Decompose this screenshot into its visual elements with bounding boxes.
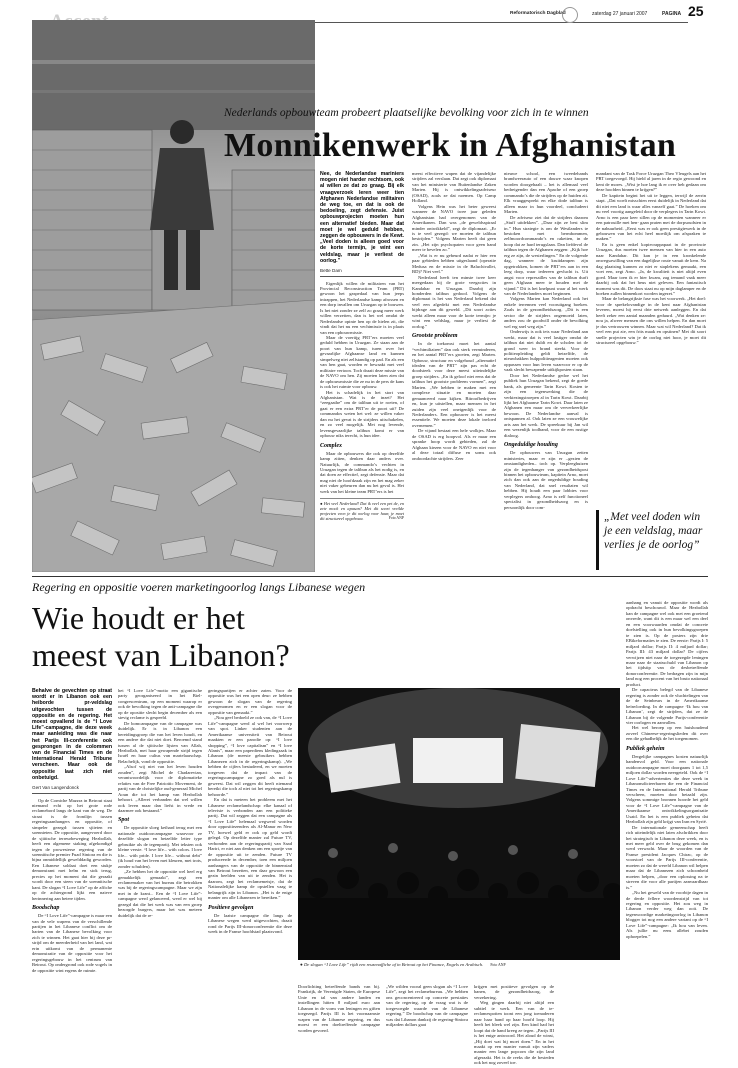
article2-paragraph: De laatste campagne die langs de Libanese wegen werd uitgevochten, draait rond de Parijs III-donorconferentie die deze week in de Franse hoofdstad plaatsvond. — [208, 912, 292, 935]
article2-subhead: Spot — [118, 817, 130, 824]
article1-paragraph: Volgens Marten kan Nederland ook het enkele terrennen veel vooruitgang boeken. Zoals in de gezondheidszorg. „Dit is een sector die de strijders ongemoeid laten, anders zou de goodwill onder de bevolking wel erg snel weg zijn.” — [504, 296, 588, 329]
article1-subhead: Grootste probleem — [412, 333, 458, 340]
article1-paragraph: Nederland heeft ten minste twee keer meegedaan bij de grote veegacties in Kandahar en Uruzgan. Daarbij zijn honderden talibun gedood. Volgens de diplomaat is het van Nederland bekend dat veel een afgedekt met een Nederlandse bijdrage aan dit geweld. „Dit soort acties werkt alleen maar voor de korte termijn: je wint een veldslag, maar je verliest de oorlog.” — [412, 274, 496, 329]
article2-column3 — [208, 688, 292, 1066]
article2-paragraph: Weg gingen daarbij niet altijd een subtiel te werk. Een van de te-reclamespotten toont een jong toenaderen naar haar hand op haar hoofd loop. Hij heeft het bleek wel zijn. Een kind had het loopt dat de hand kreeg ze tegen. „Parijs III is het enige antwoord. Het aloud de winst, „Hij doet wat hij moet doen.” En in het maakt op een manier vanuit zijn vaders manier een lange popcorn die zijn land afgeraakt. Het is de reeks die de besteden ook het nog zoveel toe. — [474, 1000, 554, 1066]
caption-bullet-icon: ● — [320, 501, 324, 507]
article2-paragraph: De “I Love Life”-campagne is maar een van de vele wapens van de verschillende partijen in het Libanese conflict om de harten van de Libanese bevolking voor zich te winnen. Het gaat hier bij deze pr-strijd om de meerderheid van het land, wat erin uitkomt van de permanente demonstratie van de oppositie voor het regeringsgebouw in het centrum van Beirout. Op ondergrond ook rode vogels in de oppositie wint ergens de ruimte. — [32, 913, 112, 973]
article2-lead: Behalve de gevechten op straat wordt er in Libanon ook een heiborde pr-veldslag uitgevochten tussen de oppositie en de regering. Het moest opvallend is de “I Love Life”-campagne, die deze week maar aanleiding was die naar het Parijs III-conferentie ook gesprongen in de colommen van de Financial Times en de International Herald Tribune verscheen. Maar ook de oppositie laat zich niet onbetuigd. — [32, 688, 112, 781]
article1-subhead: Ongeduldige houding — [504, 442, 558, 449]
article1-photo — [32, 20, 315, 572]
article1-photo-credit: Foto ANP — [388, 516, 404, 521]
caption-bullet-icon: ● — [300, 962, 304, 967]
article2-column4b — [386, 984, 468, 1066]
article1-paragraph: De adviseur ziet dat de strijders daarom „Stuff uitdekken”. „Daar zijn ze best slim in.” Hun strategie is om de Westlanders te bestoken met bermbommen, zelfmoordcommando’s en raketten, in de hoop dat ze hard terugslaan. Dan liefdevol de talibun tegen de Afghanen zeggen: „Kijk hoe erg ze zijn, de westerlingen.” En de volgende dag, wanneer de kruitdampen zijn opgetrokken, komen de PRT’ers aan in een leeg dorp, waar iedereen gevlucht is. Uit angst voor represailles van de talibun durft geen Afghaan meer te houden met de vijand.” Dit is het knelpunt waar al het werk van de Nederlanders moet beginnen. — [504, 214, 588, 296]
article2-paragraph: „We wilden vooral geen slogan als “I Love Life”, zegt het reclamebureau. „We hebben ons geconcentreerd op concrete prestaties van de regering, op de vraag wat is de toegevoegde waarde van de Libanese regering.” De boodschap van de campagne was dat Libanon dankzij de regering-Siniora miljarden dollars gaat — [386, 984, 468, 1028]
article2-column1 — [32, 688, 112, 1066]
article2-paragraph: De capacieus belegd van de Libanese regering is zonder ook de vluchtelingen van de de Seinbeurs in de Amerikaanse beïnvloeding. In de campagne ‘Ik hou van Libanon’, zegt de strijders, dat ze de Libanon bij de volgende Parijs-conferentie vier oorlogen en aanvallen. — [626, 687, 708, 725]
article2-photo-credit: Foto ANP — [490, 963, 506, 967]
article1-paragraph: De kapitein begint het uit te leggen, terwijl de zerrin stapt. „Dat woelt misschien eerst duidelijk in Nederland dat dit niet een land is waar alles vanzelf gaat.” De hoeken om nu veel voortig aangeleid door de verplegers in Tarin Kowt. Arno is een paar keer sillen op de momenten wanneer er een patrouille met hen- gaan praten met de dorpsoudsten in de nabuurheid. „Eerst was er ook geen prestigiewerk in de gebouwen van het echt heel moeilijk om afspraken te maken.” — [596, 192, 706, 242]
article2-subhead: Positieve gevolgen — [208, 904, 254, 911]
article2-headline-line1: Wie houdt er het — [32, 600, 245, 636]
article1-byline: Bette Dam — [320, 268, 404, 276]
page-label: PAGINA — [662, 11, 682, 17]
pullquote-bar — [596, 510, 599, 570]
article1-paragraph: mandant van de Task Force Uruzgan Theo Vleugels aan het PRT toegevoegd. Hij hield al jaren in de regio gewoond en kent de mores. „Wist je hoe lang ik er over heb gedaan om deze hoofden binnen te krijgen?” — [596, 171, 706, 193]
article2-paragraph: „Nu het geweld van de voorbije dagen in de derde fellere woordenstrijd van tot regering en oppositie. Het zou weg in Libanon verder weg dan ooit. De tegenwoordige marketingoorlog in Libanon blogger tot nog een andere variant op de “I Love Life”-campagne: „Ik hou van leven. Als jullie nu eens allebei zouden ophoepelen.” — [626, 890, 708, 939]
article2-subhead: Boodschap — [32, 905, 60, 912]
article2-paragraph: Dergelijke campagnes kosten natuurlijk handenvol geld. Voor een nationale outdoorcampagne moet doorgaans 1 tot 1,5 miljoen dollar worden neergeteld. Ook de “I Love Life”-advertenties die deze week in Libanonsdicteerbaren die een de Financial Times en de International Herald Tribune verscheen, moeten door betaald zijn. Volgens sommige bronnen hoorde het geld voor de “I Love Life”-campagne van de Amerikaanse ontwikkelingsorganisatie Usaid. En het is een publiek geheim dat Hezbollah zijn geld krijgt van Iran en Syrië. — [626, 753, 708, 825]
article1-kicker: Nederlands opbouwteam probeert plaatselijke bevolking voor zich in te winnen — [224, 107, 589, 119]
article2-column4a — [298, 984, 380, 1066]
article2-paragraph: aanhang en vanuit de oppositie wordt als opdracht beschouwd. Maar de Hezbollah kan de campagne wel ook met een groeiend onvrede, want dit is een maar wel een deel en een voorwaarden omdat de concrete doelstelling ook in hun bevolkingsgroepen te zien is. Op de posters zijn drie EBikeformaties te zien. De eerste: Parijs I: 5 miljard dollar; Parijs II: 4 miljard dollar; Parijs III: 43 miljard dollar? De cijfers verwijzen niet naar de toegezegde leningen maar naar de staatsschuld van Libanon op het tijdstip van de desbetreffende donorconferentie. De bedragen zijn in mijn land nog een procent van het bruto nationaal product. — [626, 600, 708, 687]
article2-photo-caption — [300, 962, 618, 978]
article1-paragraph: „Wat is er nu gebeurd nadat er hier een paar gebieden hebben uitgeslaand (operatie Medusa en de missie in de Baluchivallei, BD)? Niet veel.” — [412, 252, 496, 275]
article1-paragraph: Onderwijs is ook iets waar Nederland aan werkt, maar dat is veel lastiger omdat de talibun dat niet duldt en de scholen tot de grond weer in brand steekt. Voor de politieopleiding geldt hetzelfde, de nieuwbakken hulppolitieagenten moeten ook oppassen voor hun leven waarvoor er op de vaak slecht bewapende uitkijkposten staan. — [504, 329, 588, 373]
article1-paragraph: Door het Nederlandse gedoe wel het publiek hun Uruzgan bekend, zegt de goede bank, als gemeente Tarin Kowt. Kosten te zijn een tegenwerking die de verkiezingstroepen al in Tarin Kowt. Daarbij lijkt het Afghaanse Tarin Kowt. Daar laten ze Afghanen een maar om de ververkeerlijke bewoon. De Nederlandse aanval is ontspannen al. Ook laten ze een vrouwelijke arts aan het werk. De spreekuur bij Jan wil een wezenlijk toolband, voor de een rustige dialoog. — [504, 372, 588, 438]
article2-paragraph: geringspartijen er achter zaten. Voor de oppositie was het een open deur: ze hebben gewoon de slogan van de regering overgenomen en er een slogan voor de oppositie van gemaakt.” — [208, 688, 292, 715]
article1-caption-text: Het veel Nederland! Dat ik veel een pet de, en zete mock en apasan? Met dit soort vreilde projecten vecn je dit oorlog voor haar, je moet dit structureel opgebouw. — [320, 501, 404, 522]
article1-paragraph: Maar de opbouwers die ook op dezelfde kamp zitten, denken daar anders over. Natuurlijk, de commando’s vechten in Uruzgan tegen de talibun als het nodig is, en dat doen ze effectief, zegt defensie. Maar dat mag niet de hoofdzaak zijn en het mag zeker niet vaker gebeuren dan nu het geval is. Het werk van het kleine team PRT’ers is het — [320, 450, 404, 494]
article1-pullquote: „Met veel doden win je een veldslag, maar verlies je de oorlog” — [604, 511, 703, 551]
article2-kicker: Regering en oppositie voeren marketingoorlog langs Libanese wegen — [32, 580, 366, 594]
article1-lead: Nee, de Nederlandse mariniers mogen niet harder rechtsom, ook al willen ze dat zo graag. Bij elk vraagverzoek leren weer tien Afghanen Nederlandse militairen de weg toe, en dat is ook de bedoeling, zegt defensie. Juist opbouwprojecten moeten hun een alternatief bieden. Maar dat moet je wel geduld hebben, zeggen de opbouwers in de Kewt. „Veel doden is alleen goed voor de korte termijn, je wint een veldslag, maar je verliest de oorlog.” — [320, 171, 404, 264]
article1-paragraph: Maar de voertijg PRT’ers moeten veel geduld hebben in Uruzgan. Ze staan aan de poort van hun kamp, turen over het gevaarlijke Afghaanse land en kunnen simpelweg niet zelfstandig op pad. En als een van hen gaat, worden er bewaakt met veel militaire vertoon. Toch draait deze missie van de NAVO om hen. Zij moeten laten zien dat de opbouwmissie die ze nu in de pers de kans is ook het ruimte voor opbouw. — [320, 335, 404, 390]
page-number: 25 — [688, 3, 704, 19]
article2-column6 — [626, 600, 708, 1066]
date: zaterdag 27 januari 2007 — [592, 11, 648, 17]
article2-byline: Gert Van Langendonck — [32, 785, 112, 793]
article1-column3 — [504, 171, 588, 571]
article1-paragraph: Het is schadelijk in het stort van Afghanistan. Wat is de inzet? Het “zeegaathe” om de talibun uit te roeien, of gaat er een extra PRT’er de poort uit? De commandos weten het wel: ze willen vaker dan nu het gevat is de strijders uitschakelen, en zo veel mogelijk. Met nog levende, levensgevaarlijke talibun komt er van opbouw niks terecht, is hun idee. — [320, 389, 404, 439]
article2-column5 — [474, 984, 554, 1066]
article1-paragraph: De vijand bestaat een hele wolkjes. Maar de OSAD is erg hoopvol. Als er maar een spranke hoop wordt gebieden, zal de Afghaan kiezen voor de NAVO en niet voor al deze totaal diffuse en soms ook ondoordachte strijders. Zeer — [412, 428, 496, 461]
article2-paragraph: „Alsof wij niet van het leven houden zouden”, zegt Michel de Chadarevian, verantwoordelijk voor de diplomatieke relaties van de Free Patriottic Movement, de partij van de christelijke oud-generaal Michel Aoun die tot het kamp van Hezbollah behoort. „Allerei verbanden dat wel willen ook leven maar dan liefst in vrede en daarmee ook bestaand.” — [118, 764, 202, 813]
article1-headline: Monnikenwerk in Afghanistan — [224, 127, 677, 164]
article2-paragraph: „Ze hebben het de oppositie wel heel erg gemakkelijk gemaakt”, zegt een reclamemaker van het bureau die betrokken was bij de regeringscampagne. Maar we zijn met in de krant... Een de “I Love Life”-campagne werd gelanceerd, werd er wel bij gezegd dat die het werk was van een groep bezorgde burgers, maar het was meteen duidelijk dat de re- — [118, 869, 202, 918]
article1-paragraph: Maar de belangrijkste fase was het voorwerk. „Het doel: voor de sprekelovandige in de kent naar Afghanistan leveren, moest hij eerst drie netwerk aanleggen. En dat heeft zeker een aantal maanden geduurd. „Wat denken ze: nou ja, alweer mensen die ons willen helpen. En dan moet je dus vertrouwen winnen. Maar wat wil Nederland? Dat ik veel een put zie, een frits maak en opstinen? Met dit soort snelle projecten win je de oorlog niet hoor, je moet dit structureel opgebouw.” — [596, 296, 706, 346]
article2-paragraph: Op de Corniche Mazzra in Beirout staat niemand echt op het grote rode reclamebord langs de kant van de weg. De straat is de frontlijn tussen regeringsaanhangers en oppositie, of simpeler gezegd: tussen sjiieten en soennieten. De oppositie, aangevoerd door de sjiitische terreurbeweging Hezbollah, heeft een algemene staking afgekondigd tegen de prowesterse regering van de soennitische premier Fuad Siniora en die is bijna onmiddellijk gewelddadig geworden. Een Libanese soldaat doet een stukje demonstrant met helm en stok terug, precies op het moment dat die geraakt wordt door een steen van de soennitische kant. De slogan “I Love Life” op de affiche op de achtergrond lijkt een naieve herinnering aan betere tijden. — [32, 797, 112, 901]
article2-paragraph: Het wel beroep op een huishoudend zoveel Chineese-regeringslieden dit over een die gehadhelijk de het toegenomen. — [626, 725, 708, 742]
article1-column2 — [412, 171, 496, 571]
article2-photo — [298, 688, 620, 960]
article2-paragraph: Doorlichting betreffende bands van bij. Frankrijk, de Verenigde Staten, de Europese Unie en tal van andere landen en instellingen hitten 8 miljard euro aan Libanon in de vorm van leningen en giften toegezegd. Parijs III is het voornaamste wapen van de Libanese regering, en dus moest er een doeltreffende campagne worden gevoerd. — [298, 984, 380, 1033]
article1-paragraph: nieuwe school, een tweedehands brandweerauto of een douwe waar knopen worden doorgehaalt – het is allemaal veel bedreigender dan een Apache of een groep commando’s die de strijders op de huiden zit. Elk vraaggesprekt en elke dode talibun is alleen maar in hun voordeel, concludeert Marten. — [504, 171, 588, 215]
article2-paragraph: krijgen met positieve gevolgen op de banen, de gezondheidszorg, de verzekering. — [474, 984, 554, 1000]
article2-paragraph: De oppositie sloeg keihard terug met een nationale outdoorcampagne waarvoor ze dezelfde slogan en hetzelfde letter type gebruikte als de tegenpartij. Met teksten ook kleine versie. “I love life... with colors. I love life... with pride. I love life... without debt” (ik houd van het leven met kleuren, met trots, zonder schulden). — [118, 825, 202, 869]
article1-paragraph: En is geen enkel kopiecrappapaat in de provincie Uruzgan, dus moeten twee mensen van hier in een auto naar Kandahar. Dit kan je in een kronkelende onwegsawilling van een dagelijkse route vanuit de kern. Na dag plaatsing kunnen zo niet er staplekens gemaakt, een voet een, zegt Arno. „Ja, de kwaliteit is niet altijd even goed. Maar toen ik er hier kwam, zag iemand vaak meer daarbij ook dat het heus niet geleven. Een fantastisch moment was dit. De doos staat nu op mijn daglamper en de boeken zullen binnenkort worden ingezet.” — [596, 241, 706, 296]
article1-photo-caption — [320, 498, 404, 521]
paper-name: Reformatorisch Dagblad — [510, 11, 566, 16]
article2-column2 — [118, 688, 202, 1066]
article2-paragraph: De internationale gemeenschap heeft rich uiteindelijk niet laten afschrikken door het strategisch in Libanon deze week, en is met meer geld over de brug gekomen dan werd verwacht. Maar de woorden van de Franse president Jacques Chirac, op de voorstoel van de Parijs III-conferentie, moeten zo dat de wereld Libanon wil helpen maar dat de Libanezen zich schoonheid moeten helpen, „door een oplossing na te streven die voor alle partijen aanvaardbaar is.” — [626, 824, 708, 890]
article2-paragraph: En dat is meteen het probleem met het Libanese reclamelandschap: elke kanaal of televisie is verbonden aan een politieke partij. Dat wil zeggen dat een campagne als “I Love Life” helemaal wegwerd worden door oppositiezenders als Al-Manar en New TV, hoewel geld er ook op geld wordt gelegd. Op dezelfde manier zal Future TV, verbonden aan de regeringspartij van Saad Hariri, er niet aan denken om een sportje van de oppositie uit te zenden. Future TV produceerde in december, toen een miljoen aanhangers van de oppositie de binnenstad van Beirout bezetten, een daar gewoon een gezin beelden van uit te zenden. Het is daarom, zegt het reclamemeisje, dat de Nationalelijke kamp de opstellen vaag te belangrijk zijn in Libanon. „Het is de enige manier om alle Libanezen te bereiken.” — [208, 797, 292, 901]
article2-headline-line2: meest van Libanon? — [32, 637, 290, 673]
paper-logo-icon — [562, 7, 578, 23]
article1-paragraph: De opbouwers van Uruzgan zetten ministeries, maar er zijn er –gezien de omstandigheden– toch op. Verpleeghuizen zijn de tegenhanger van gezondheidspost binnen het opbouwteam, kapitein Arno, moet zich dan ook aan de ongeduldige houding van Nederland, dat snel resultaten wil hebben. Hij houdt een paar lobbies voor verplegers omhoog. Arno is zelf functioneel specialist in gezondheidszorg en is persoonlijk door com- — [504, 450, 588, 510]
article1-photo-graphic — [32, 20, 315, 572]
article2-paragraph: De bomcampagne van de campagne was duidelijk. Er is in Libanon een bereidingsgroep die van het leven houdt, en een andere die dat niet doet. Beroemd stand tussen al de sjiitische lijsten van Allah, Hezbollah, met haar gewapende strijd tegen Israël en haar cultus van martelaarschap. Belachelijk, vond de oppositie. — [118, 720, 202, 764]
article2-caption-text: De slogan “I Love Life” rijdt een reuzenaffiche af in Beirout op het Finance, Engels en Arabisch. — [303, 962, 484, 967]
article1-paragraph: In de toekomst moet het aantal “vechtmiliairen” dan ook sterk verminderen, en het aantal PRT’ers groeien, zegt Marten. Opbouw, structuur en volgehoud „alternatief idealen van de PRT” zijn pas echt de doodsteek voor deze meest uiteindelijke groep strijders. „En ik geloof niet eens dat de talibun het grootste probleem vormen”, zegt Marten. „We hebben te maken met een complexe situatie en moeten daar genuanceerd naar kijken. Bitroofbedrijven en, kun je uitstellen, maar mensen in het zuiden zijn veel oneigenlijk voor de Nederlanders. Een opbouwer is het meest essentiele. We moeten deze lokale invloed overnemen.” — [412, 341, 496, 428]
article1-column4 — [596, 171, 706, 501]
section-divider — [32, 576, 708, 577]
article1-subhead: Complex — [320, 442, 342, 449]
article2-paragraph: het “I Love Life”-motto een gigantische party georganiseerd in het Biel-congrescentrum, op een moment waarop er ook de bevolking tegen de anti-campagne die op de opositie slecht begin december als een stevig reclame is gespeeld. — [118, 688, 202, 721]
article1-paragraph: Eigenlijk willen de militairen van het Provincial Reconstruction Team (PRT) gewoon het gaspedaal van hun jeeps intrappen, het Nederlandse kamp afrossen en een dorp invallen om Uruzgan op te bouwen. Is het niet zonder ze zelf zo graag meer werk willen verzetten, dan is het wel omdat de Nederlandse opinie hen op de hielen zit, die vindt dat het nu een vechtmissie is in plaats van een opbouwmissie. — [320, 280, 404, 335]
article2-subhead: Publiek geheim — [626, 745, 665, 752]
article1-paragraph: meest effectieve wapen dat de vijandelijke strijders zal verslaan. Dat zegt ook diplomaat van het ministerie van Buitenlandse Zaken Marten. Hij is ontwikkelingsadviseur (OSAD), zoals ze dat noemen. Op Camp Holland. — [412, 171, 496, 204]
article2-photo-graphic — [298, 688, 620, 960]
article1-paragraph: Volgens Hein was het beter geweest wanneer de NAVO twee jaar geleden Afghanistan had overgenomen van de Amerikanen. Dan was „de geweldsspiraal minder ontwikkeld”, zegt de diplomaat. „Er is te veel gezegd: we moeten de talibun bestrijden.” Volgens Marten heeft dat geen zin. „Het zijn psychopaten voor geen hand meer te bevelen zo.” — [412, 203, 496, 253]
article2-paragraph: „Nou geef bedoeld ze ook van, de “I Love Life”-campagne werd al wel het voorwerp van spot. Linker studenten aan de Amerikaanse universiteit van Beirout maakten er een parodie op: “I love shopping”, “I love capitalism” en “I love Alanis”, maar een paperdiens kledingzaak in Libanon (de meeste gebruikers hebben Libanezen zich in de regeringskamp). „We hebben de cijfers bestudeerd, en we moeten toegeven dat de impact van de regeringscampagne zo goed als nul is geweest. Dat wil zeggen dit heeft niemand bereikt die toch al niet tot het regeringskamp behoorde.” — [208, 715, 292, 797]
article1-column1 — [320, 171, 404, 571]
